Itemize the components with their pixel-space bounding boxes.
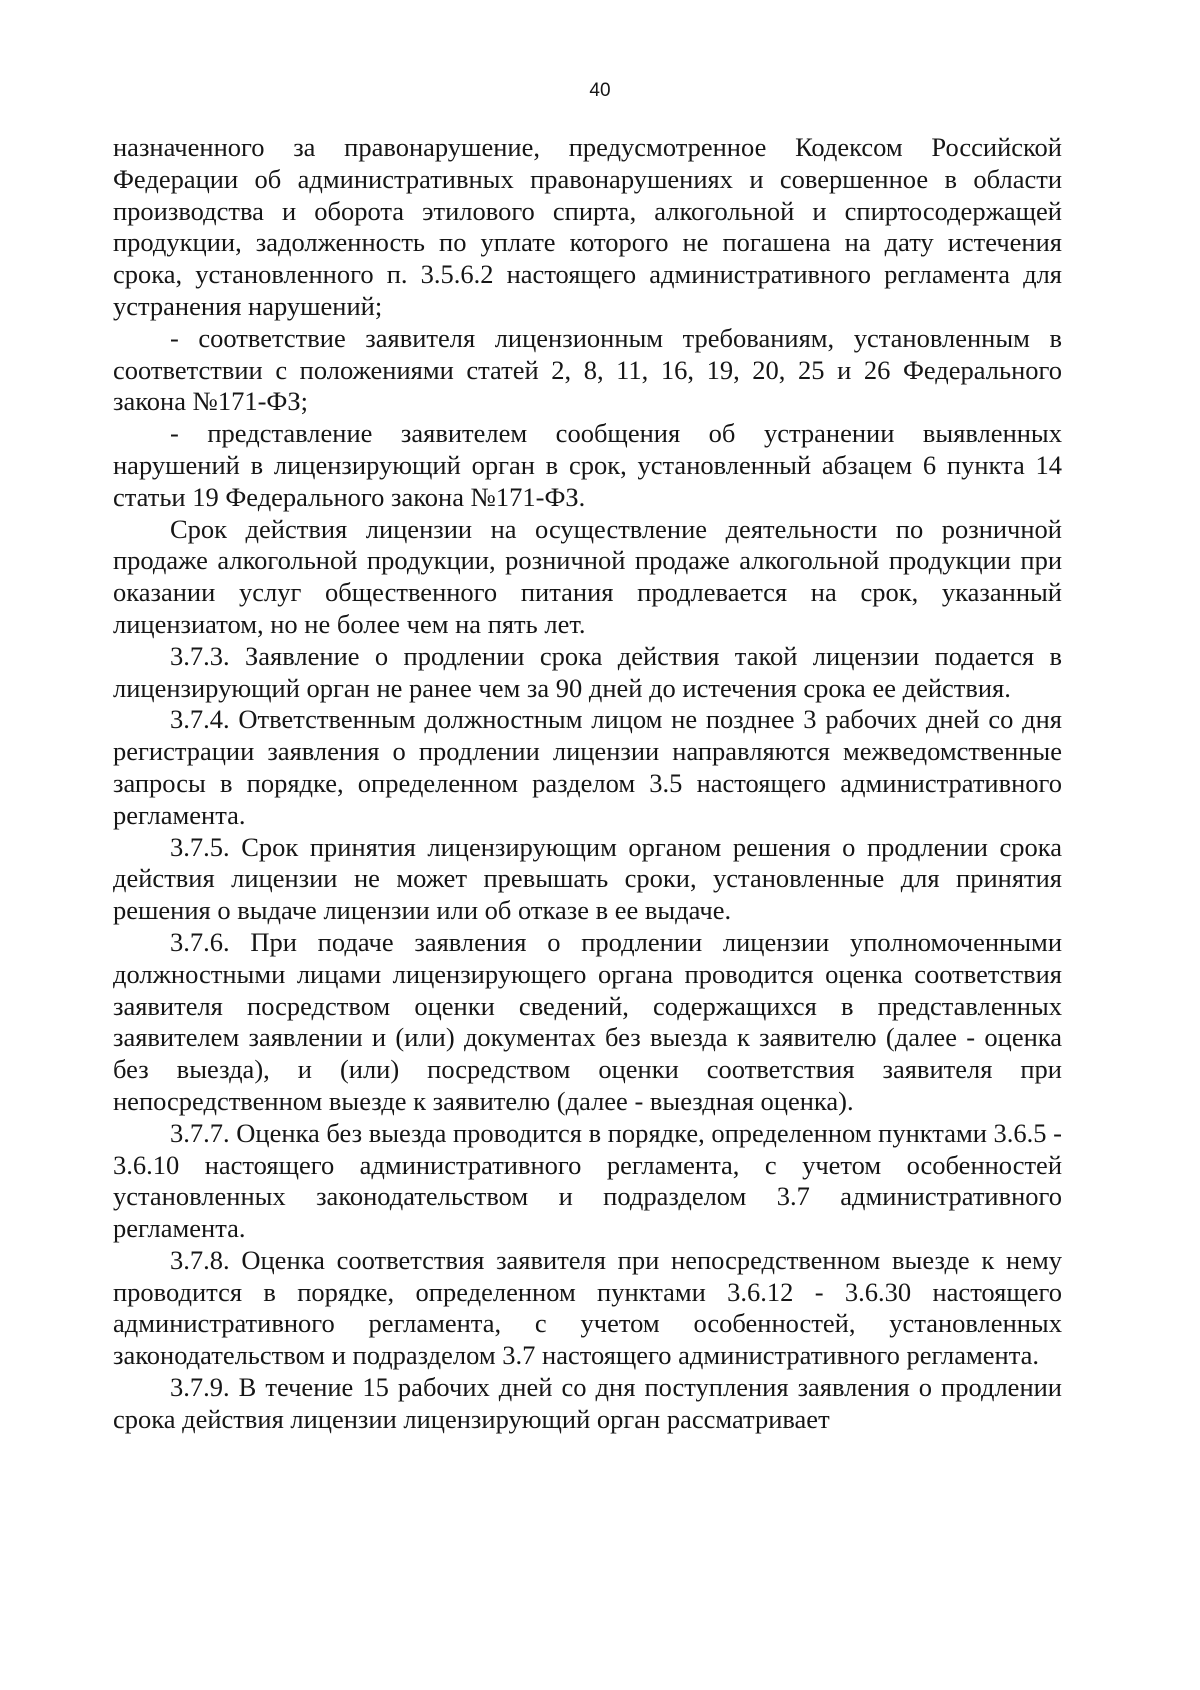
list-item-license-requirements: - соответствие заявителя лицензионным требованиям, установленным в соответствии с положениями статей 2, 8, 11, 16, 19, 20, 25 и 26 Федерального закона №171-ФЗ; (113, 322, 1062, 417)
page-number: 40 (589, 80, 611, 101)
document-body (113, 132, 1062, 1436)
paragraph-3-7-5: 3.7.5. Срок принятия лицензирующим органом решения о продлении срока действия лицензии не может превышать сроки, установленные для принятия решения о выдаче лицензии или об отказе в ее выдаче. (113, 831, 1062, 926)
paragraph-3-7-3: 3.7.3. Заявление о продлении срока действия такой лицензии подается в лицензирующий орган не ранее чем за 90 дней до истечения срока ее действия. (113, 640, 1062, 703)
paragraph-3-7-7: 3.7.7. Оценка без выезда проводится в порядке, определенном пунктами 3.6.5 - 3.6.10 настоящего административного регламента, с учетом особенностей установленных законодательством и подразделом 3.7 административного регламента. (113, 1117, 1062, 1244)
list-item-violation-report: - представление заявителем сообщения об устранении выявленных нарушений в лицензирующий орган в срок, установленный абзацем 6 пункта 14 статьи 19 Федерального закона №171-ФЗ. (113, 418, 1062, 512)
paragraph-3-7-4: 3.7.4. Ответственным должностным лицом не позднее 3 рабочих дней со дня регистрации заявления о продлении лицензии направляются межведомственные запросы в порядке, определенном разделом 3.5 настоящего административного регламента. (113, 704, 1062, 830)
paragraph-3-7-6: 3.7.6. При подаче заявления о продлении лицензии уполномоченными должностными лицами лицензирующего органа проводится оценка соответствия заявителя посредством оценки сведений, содержащихся в представленных заявителем заявлении и (или) документах без выезда к заявителю (далее - оценка без выезда), и (или) посредством оценки соответствия заявителя при непосредственном выезде к заявителю (далее - выездная оценка). (113, 926, 1062, 1116)
paragraph-3-7-9: 3.7.9. В течение 15 рабочих дней со дня поступления заявления о продлении срока действия лицензии лицензирующий орган рассматривает (113, 1372, 1062, 1434)
paragraph-license-term: Срок действия лицензии на осуществление деятельности по розничной продаже алкогольной продукции, розничной продаже алкогольной продукции при оказании услуг общественного питания продлевается на срок, указанный лицензиатом, но не более чем на пять лет. (113, 513, 1062, 639)
paragraph-3-7-8: 3.7.8. Оценка соответствия заявителя при непосредственном выезде к нему проводится в порядке, определенном пунктами 3.6.12 - 3.6.30 настоящего административного регламента, с учетом особенностей, установленных законодательством и подразделом 3.7 настоящего административного регламента. (113, 1244, 1062, 1371)
paragraph-continuation: назначенного за правонарушение, предусмотренное Кодексом Российской Федерации об административных правонарушениях и совершенное в области производства и оборота этилового спирта, алкогольной и спиртосодержащей продукции, задолженность по уплате которого не погашена на дату истечения срока, установленного п. 3.5.6.2 настоящего административного регламента для устранения нарушений; (113, 132, 1062, 321)
